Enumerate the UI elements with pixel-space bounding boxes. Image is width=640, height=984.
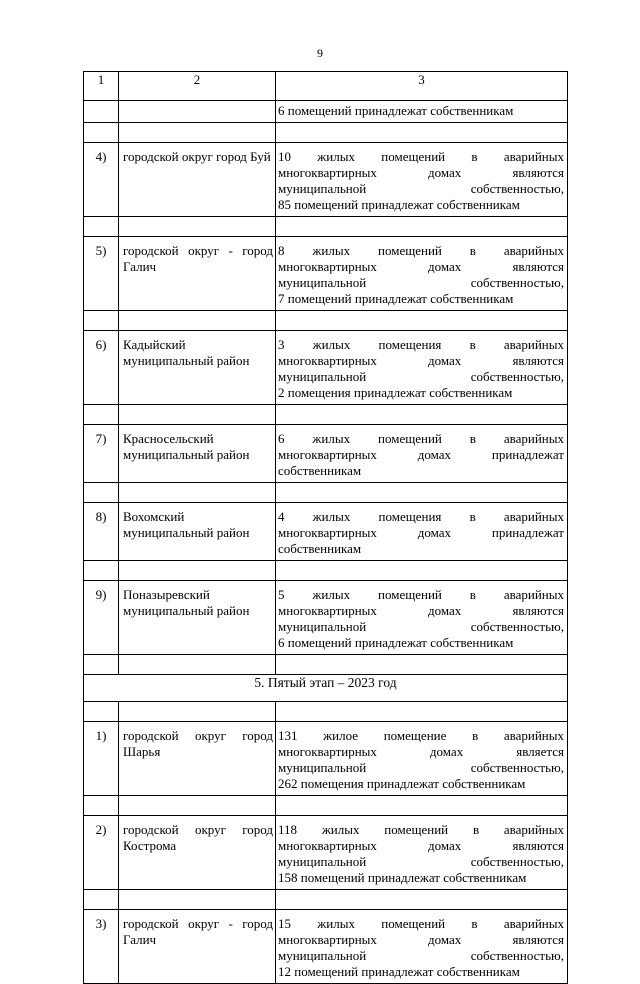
row-number: 2) xyxy=(84,816,119,890)
row-number: 6) xyxy=(84,331,119,405)
row-gap xyxy=(84,217,568,237)
description-line: муниципальной собственностью, xyxy=(278,760,564,775)
description-line: многоквартирных домах являются xyxy=(278,353,564,368)
municipality-name: городской округ город Кострома xyxy=(119,816,276,890)
housing-description xyxy=(276,331,568,405)
row-gap xyxy=(84,123,568,143)
table-row xyxy=(84,331,568,405)
row-gap xyxy=(84,655,568,675)
stage-row xyxy=(84,675,568,702)
description-line: многоквартирных домах принадлежат xyxy=(278,525,564,540)
municipality-name: Красносельский муниципальный район xyxy=(119,425,276,483)
row-gap xyxy=(84,890,568,910)
row-number: 1) xyxy=(84,722,119,796)
description-line: 6 жилых помещений в аварийных xyxy=(278,431,564,446)
row-gap xyxy=(84,405,568,425)
table-row xyxy=(84,722,568,796)
continuation-row xyxy=(84,101,568,123)
header-cell-3: 3 xyxy=(276,72,568,101)
description-line: 118 жилых помещений в аварийных xyxy=(278,822,564,837)
description-line: 2 помещения принадлежат собственникам xyxy=(278,385,513,400)
housing-description xyxy=(276,722,568,796)
description-line: многоквартирных домах являются xyxy=(278,259,564,274)
table-row xyxy=(84,143,568,217)
table-row xyxy=(84,581,568,655)
description-line: муниципальной собственностью, xyxy=(278,181,564,196)
description-line: 7 помещений принадлежат собственникам xyxy=(278,291,514,306)
description-line: многоквартирных домах принадлежат xyxy=(278,447,564,462)
municipality-name: Вохомский муниципальный район xyxy=(119,503,276,561)
description-line: многоквартирных домах являются xyxy=(278,932,564,947)
row-number: 4) xyxy=(84,143,119,217)
table-row xyxy=(84,237,568,311)
description-line: многоквартирных домах является xyxy=(278,744,564,759)
table-row xyxy=(84,503,568,561)
description-line: 8 жилых помещений в аварийных xyxy=(278,243,564,258)
description-line: муниципальной собственностью, xyxy=(278,619,564,634)
description-line: 5 жилых помещений в аварийных xyxy=(278,587,564,602)
housing-description xyxy=(276,425,568,483)
municipality-name: городской округ город Буй xyxy=(119,143,276,217)
description-line: муниципальной собственностью, xyxy=(278,948,564,963)
housing-description xyxy=(276,816,568,890)
description-line: 15 жилых помещений в аварийных xyxy=(278,916,564,931)
row-gap xyxy=(84,311,568,331)
housing-description xyxy=(276,237,568,311)
municipality-name: городской округ - город Галич xyxy=(119,910,276,984)
description-line: 10 жилых помещений в аварийных xyxy=(278,149,564,164)
description-line: собственникам xyxy=(278,541,362,556)
description-line: 158 помещений принадлежат собственникам xyxy=(278,870,527,885)
description-line: муниципальной собственностью, xyxy=(278,854,564,869)
row-number: 3) xyxy=(84,910,119,984)
municipality-name: Кадыйский муниципальный район xyxy=(119,331,276,405)
header-cell-1: 1 xyxy=(84,72,119,101)
page-number: 9 xyxy=(317,46,323,60)
description-line: многоквартирных домах являются xyxy=(278,165,564,180)
description-line: 4 жилых помещения в аварийных xyxy=(278,509,564,524)
row-number: 9) xyxy=(84,581,119,655)
housing-description xyxy=(276,143,568,217)
table-row xyxy=(84,910,568,984)
table-row xyxy=(84,816,568,890)
row-gap xyxy=(84,796,568,816)
housing-table xyxy=(83,71,568,984)
description-line: многоквартирных домах являются xyxy=(278,838,564,853)
description-line: собственникам xyxy=(278,463,362,478)
description-line: 12 помещений принадлежат собственникам xyxy=(278,964,520,979)
row-number: 5) xyxy=(84,237,119,311)
housing-description xyxy=(276,503,568,561)
row-number: 7) xyxy=(84,425,119,483)
housing-description xyxy=(276,910,568,984)
description-line: 85 помещений принадлежат собственникам xyxy=(278,197,520,212)
description-line: многоквартирных домах являются xyxy=(278,603,564,618)
row-gap xyxy=(84,483,568,503)
header-row xyxy=(84,72,568,101)
row-gap xyxy=(84,561,568,581)
stage-title: 5. Пятый этап – 2023 год xyxy=(84,675,568,702)
description-line: муниципальной собственностью, xyxy=(278,369,564,384)
description-line: 3 жилых помещения в аварийных xyxy=(278,337,564,352)
header-cell-2: 2 xyxy=(119,72,276,101)
continuation-text: 6 помещений принадлежат собственникам xyxy=(276,101,568,123)
municipality-name: городской округ - город Галич xyxy=(119,237,276,311)
table-row xyxy=(84,425,568,483)
municipality-name: городской округ город Шарья xyxy=(119,722,276,796)
housing-description xyxy=(276,581,568,655)
description-line: 262 помещения принадлежат собственникам xyxy=(278,776,526,791)
row-number: 8) xyxy=(84,503,119,561)
description-line: 131 жилое помещение в аварийных xyxy=(278,728,564,743)
description-line: 6 помещений принадлежат собственникам xyxy=(278,635,514,650)
row-gap xyxy=(84,702,568,722)
municipality-name: Поназыревский муниципальный район xyxy=(119,581,276,655)
description-line: муниципальной собственностью, xyxy=(278,275,564,290)
